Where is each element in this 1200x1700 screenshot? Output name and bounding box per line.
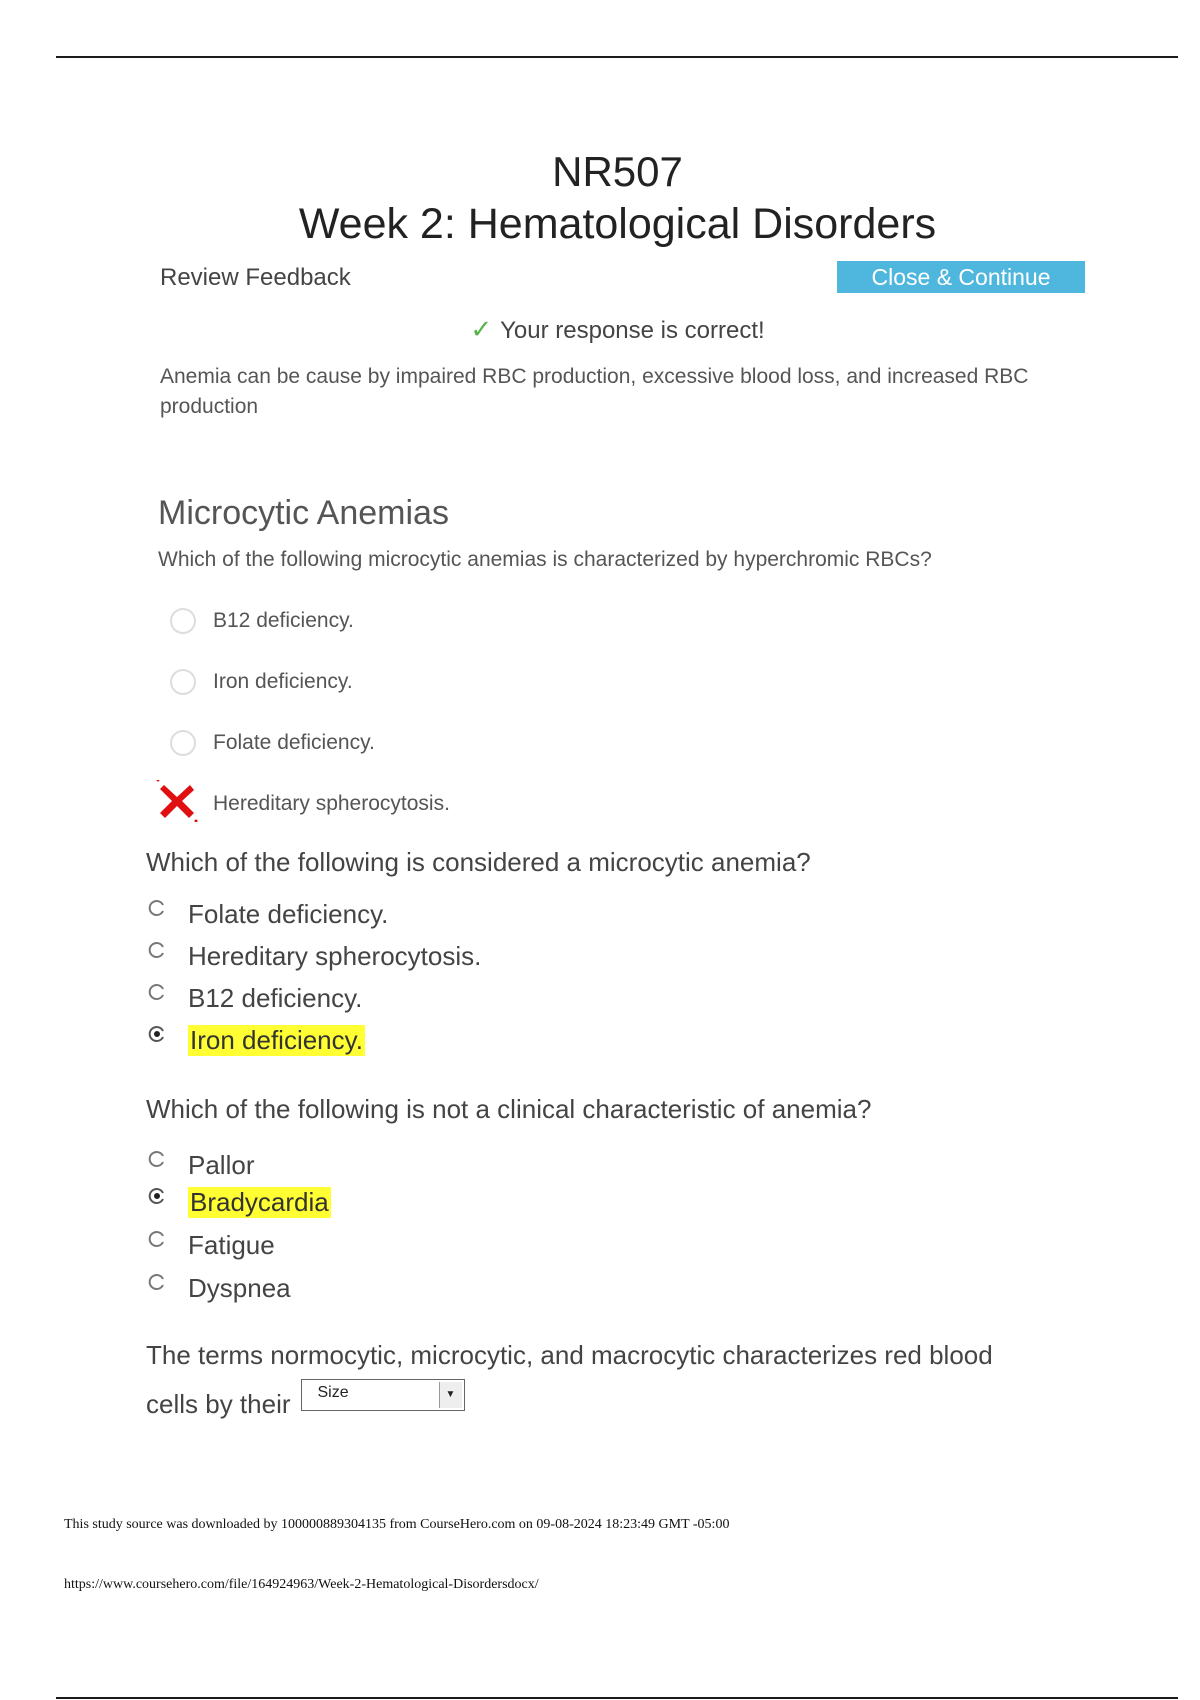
q3-option-label: Pallor — [188, 1149, 255, 1180]
review-feedback-label: Review Feedback — [160, 264, 351, 291]
q2-option-label: Hereditary spherocytosis. — [188, 940, 482, 971]
bottom-rule — [56, 1697, 1178, 1699]
radio-icon[interactable] — [148, 1273, 166, 1291]
section-title: Microcytic Anemias — [158, 494, 449, 532]
top-rule — [56, 56, 1178, 58]
q3-option-3[interactable] — [148, 1228, 275, 1262]
feedback-explanation: Anemia can be cause by impaired RBC production, excessive blood loss, and increased RBC production — [160, 365, 1029, 418]
size-dropdown[interactable] — [301, 1379, 465, 1411]
question-4-line-1: The terms normocytic, microcytic, and macrocytic characterizes red blood — [146, 1340, 993, 1370]
radio-icon[interactable] — [148, 983, 166, 1001]
question-1-text: Which of the following microcytic anemias is characterized by hyperchromic RBCs? — [158, 548, 932, 571]
q1-option-2[interactable] — [170, 667, 353, 697]
dropdown-arrow-icon[interactable]: ▼ — [439, 1382, 462, 1408]
q2-option-label: B12 deficiency. — [188, 982, 363, 1013]
q3-option-label: Dyspnea — [188, 1272, 291, 1303]
q1-option-4[interactable] — [170, 789, 450, 819]
radio-icon[interactable] — [148, 1150, 166, 1168]
radio-icon[interactable] — [148, 1230, 166, 1248]
correct-message-text: Your response is correct! — [500, 317, 765, 344]
q3-option-label: Fatigue — [188, 1229, 275, 1260]
question-4-line-2 — [146, 1384, 465, 1420]
q1-option-label: B12 deficiency. — [213, 609, 354, 632]
q2-option-4-selected[interactable] — [148, 1023, 365, 1057]
correct-message — [0, 314, 1200, 345]
radio-icon[interactable] — [170, 608, 196, 634]
source-url[interactable]: https://www.coursehero.com/file/164924963/Week-2-Hematological-Disordersdocx/ — [64, 1577, 539, 1592]
check-icon: ✓ — [470, 314, 493, 344]
page-title: Week 2: Hematological Disorders — [298, 200, 937, 248]
q2-option-label: Folate deficiency. — [188, 898, 389, 929]
radio-icon[interactable] — [170, 730, 196, 756]
q1-option-label: Iron deficiency. — [213, 670, 353, 693]
dropdown-value: Size — [317, 1384, 349, 1401]
radio-icon[interactable] — [148, 941, 166, 959]
q2-option-1[interactable] — [148, 897, 388, 931]
question-2-text: Which of the following is considered a microcytic anemia? — [146, 847, 811, 877]
radio-selected-icon[interactable] — [148, 1187, 166, 1205]
download-note: This study source was downloaded by 100000889304135 from CourseHero.com on 09-08-2024 18:23:49 GMT -05:00 — [64, 1517, 730, 1532]
q3-option-label-highlighted: Bradycardia — [190, 1186, 329, 1217]
radio-icon[interactable] — [148, 899, 166, 917]
radio-selected-icon[interactable] — [148, 1025, 166, 1043]
q2-option-3[interactable] — [148, 981, 362, 1015]
q3-option-2-selected[interactable] — [148, 1185, 331, 1219]
q2-option-2[interactable] — [148, 939, 481, 973]
q1-option-label: Hereditary spherocytosis. — [213, 792, 450, 815]
q1-option-3[interactable] — [170, 728, 375, 758]
q1-option-label: Folate deficiency. — [213, 731, 375, 754]
close-continue-button[interactable]: Close & Continue — [837, 261, 1085, 293]
q3-option-4[interactable] — [148, 1271, 291, 1305]
q3-option-1[interactable] — [148, 1148, 254, 1182]
question-3-text: Which of the following is not a clinical characteristic of anemia? — [146, 1094, 872, 1124]
question-4-line-2-text: cells by their — [146, 1389, 291, 1419]
q1-option-1[interactable] — [170, 606, 354, 636]
q2-option-label-highlighted: Iron deficiency. — [190, 1024, 363, 1055]
course-code: NR507 — [552, 148, 683, 195]
radio-icon[interactable] — [170, 669, 196, 695]
